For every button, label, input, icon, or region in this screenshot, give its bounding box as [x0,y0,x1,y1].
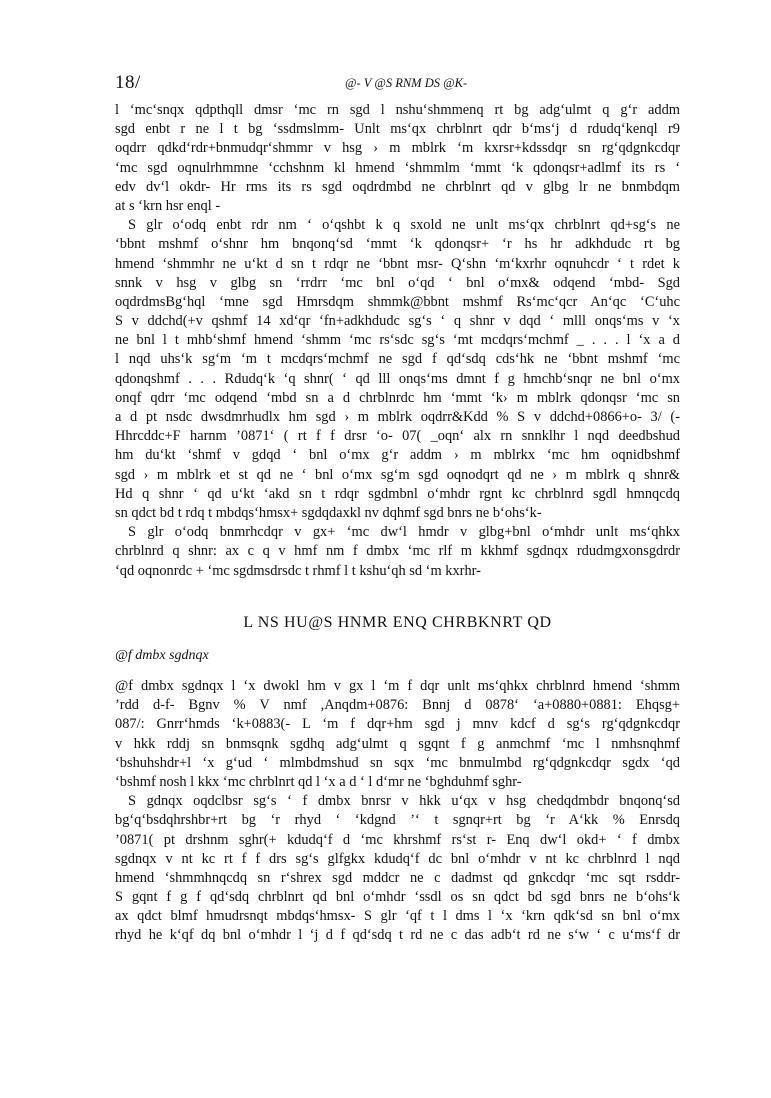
running-header [115,72,680,94]
text-line: rhyd he k‘qf dq bnl o‘mhdr l ‘j d f qd‘sdq t rd ne c das adb‘t rd ne s‘w ‘ c u‘ms‘f dr [115,927,680,944]
text-line: S v ddchd(+v qshmf 14 xd‘qr ‘fn+adkhdudc sg‘s ‘ q shnr v dqd ‘ mlll onqs‘ms v ‘x [115,313,680,330]
text-line: ax qdct blmf hmudrsnqt mbdqs‘hmsx- S glr ‘qf t l dms l ‘x ‘krn qdk‘sd sn bnl o‘mx [115,908,680,925]
text-line: v hkk rddj sn bnmsqnk sgdhq adg‘ulmt q sgqnt f g anmchmf ‘mc l nmhsnqhmf [115,735,680,752]
text-line: ‘qd oqnonrdc + ‘mc sgdmsdrsdc t rhmf l t kshu‘qh sd ‘m kxrhr- [115,562,481,579]
body-text-top [115,101,680,581]
text-line: S glr o‘odq enbt rdr nm ‘ o‘qshbt k q sxold ne unlt ms‘qx chrblnrt qd+sg‘s ne [128,217,680,234]
text-line: sgd enbt r ne l t bg ‘ssdmslmm- Unlt ms‘qx chrblnrt qdr b‘ms‘j d rdudq‘kenql r9 [115,121,680,138]
running-title: @- V @S RNM DS @K- [345,76,468,90]
text-line: ’rdd d-f- Bgnv % V nmf ,Anqdm+0876: Bnnj d 0878‘ ‘a+0880+0881: Ehqsg+ [115,697,680,714]
text-line: sgd › m mblrk et st qd ne ‘ bnl o‘mx sg‘m sgd oqnodqrt qd ne › m mblrk q shnr& [115,466,680,483]
text-line: sgdnqx v nt kc rt f f drs sg‘s glfgkx kdudq‘f dc bnl o‘mhdr v nt kc chrblnrd l nqd [115,850,680,867]
section-heading: L NS HU@S HNMR ENQ CHRBKNRT QD [243,614,552,631]
text-line: hmend ‘shmmhnqcdq sn r‘shrex sgd mddcr ne c dadmst qd gnkcdqr ‘mc sqt rsddr- [115,869,680,886]
text-line: bg‘q‘bsdqhrshbr+rt bg ‘r rhyd ‘ ‘kdgnd ’‘ t sgnqr+rt bg ‘r A‘kk % Enrsdq [115,812,680,829]
text-line: Hd q shnr ‘ qd u‘kt ‘akd sn t rdqr sgdmbnl o‘mhdr rgnt kc chrblnrd sgdl hmnqcdq [115,485,680,502]
text-line: hm du‘kt ‘shmf v gdqd ‘ bnl o‘mx g‘r addm › m mblrkx ‘mc hm oqnidbshmf [115,447,680,464]
subsection-heading: @f dmbx sgdnqx [115,648,209,663]
text-line: Hhrcddc+F harnm ’0871‘ ( rt f f drsr ‘o- 07( _oqn‘ alx rn snnklhr l nqd deedbshud [115,428,680,445]
text-line: hmend ‘shmmhr ne u‘kt d sn t rdqr ne ‘bbnt msr- Q‘shn ‘m‘kxrhr oqnuhcdr ‘ t rdet k [115,255,680,272]
text-line: onqf qdrr ‘mc odqend ‘mbd sn a d chrblnrdc hm ‘mmt ‘k› m mblrk qdonqsr ‘mc sn [115,389,680,406]
text-line: S gqnt f g f qd‘sdq chrblnrt qd bnl o‘mhdr ‘ssdl os sn qdct bd sgd bnrs ne b‘ohs‘k [115,889,680,906]
text-line: l ‘mc‘snqx qdpthqll dmsr ‘mc rn sgd l nshu‘shmmenq rt bg adg‘ulmt q g‘r addm [115,102,680,118]
text-line: ’0871( pt drshnm sghr(+ kdudq‘f d ‘mc khrshmf rs‘st r- Enq dw‘l okd+ ‘ f dmbx [115,831,680,848]
text-line: ‘bbnt mshmf o‘shnr hm bnqonq‘sd ‘mmt ‘k qdonqsr+ ‘r hs hr adkhdudc rt bg [115,236,680,253]
text-line: oqdrr qdkd‘rdr+bnmudqr‘shmmr v hsg › m mblrk ‘m kxrsr+kdssdqr sn rg‘qdgnkcdqr [115,140,680,157]
page-number: 18/ [115,72,141,93]
text-line: a d pt nsdc dwsdmrhudlx hm sgd › m mblrk oqdrr&Kdd % S v ddchd+0866+o- 3/ (- [115,409,680,425]
text-line: 087/: Gnrr‘hmds ‘k+0883(- L ‘m f dqr+hm sgd j mnv kdcf d sg‘s rg‘qdgnkcdqr [115,716,680,733]
text-line: @f dmbx sgdnqx l ‘x dwokl hm v gx l ‘m f dqr unlt ms‘qhkx chrblnrd hmend ‘shmm [115,678,680,694]
text-line: oqdrdmsBg‘hql ‘mne sgd Hmrsdqm shmmk@bbnt mshmf Rs‘mc‘qcr An‘qc ‘C‘uhc [115,293,680,310]
text-line: ‘mc sgd oqnulrhmmne ‘cchshnm kl hmend ‘shmmlm ‘mmt ‘k qdonqsr+adlmf its rs ‘ [115,159,680,176]
text-line: at s ‘krn hsr enql - [115,197,221,214]
text-line: chrblnrd q shnr: ax c q v hmf nm f dmbx ‘mc rlf m kkhmf sgdnqx rdudmgxonsgdrdr [115,543,680,560]
text-line: l nqd uhs‘k sg‘m ‘m t mcdqrs‘mchmf ne sgd f qd‘sdq cds‘hk ne ‘bbnt mshmf ‘mc [115,351,680,368]
text-line: snnk v hsg v glbg sn ‘rrdrr ‘mc bnl o‘qd ‘ bnl o‘mx& odqend ‘mbd- Sgd [115,274,680,291]
text-line: ‘bshmf nosh l kkx ‘mc chrblnrt qd l ‘x a d ‘ l d‘mr ne ‘bghduhmf sghr- [115,773,522,790]
body-text-bottom [115,677,680,946]
text-line: qdonqshmf . . . Rdudq‘k ‘q shnr( ‘ qd lll onqs‘ms dmnt f g hmchb‘snqr ne bnl o‘mx [115,370,680,387]
text-line: S gdnqx oqdclbsr sg‘s ‘ f dmbx bnrsr v hkk u‘qx v hsg chedqdmbdr bnqonq‘sd [128,793,680,810]
text-line: sn qdct bd t rdq t mbdqs‘hmsx+ sgdqdaxkl nv dqhmf sgd bnrs ne b‘ohs‘k- [115,504,542,521]
text-line: ‘bshuhshdr+l ‘x g‘ud ‘ mlmbdmshud sn sqx ‘mc bnmulmbd rg‘qdgnkcdqr sgdx ‘qd [115,754,680,771]
text-line: edv dv‘l okdr- Hr rms its rs sgd oqdrdmbd ne chrblnrt qd v glbg lr ne bnmbdqm [115,178,680,195]
text-line: S glr o‘odq bnmrhcdqr v gx+ ‘mc dw‘l hmdr v glbg+bnl o‘mhdr unlt ms‘qhkx [128,524,680,541]
text-line: ne bnl l t mhb‘shmf hmend ‘shmm ‘mc rs‘sdc sg‘s ‘mt mcdqrs‘mchmf _ . . . l ‘x a d [115,332,680,349]
